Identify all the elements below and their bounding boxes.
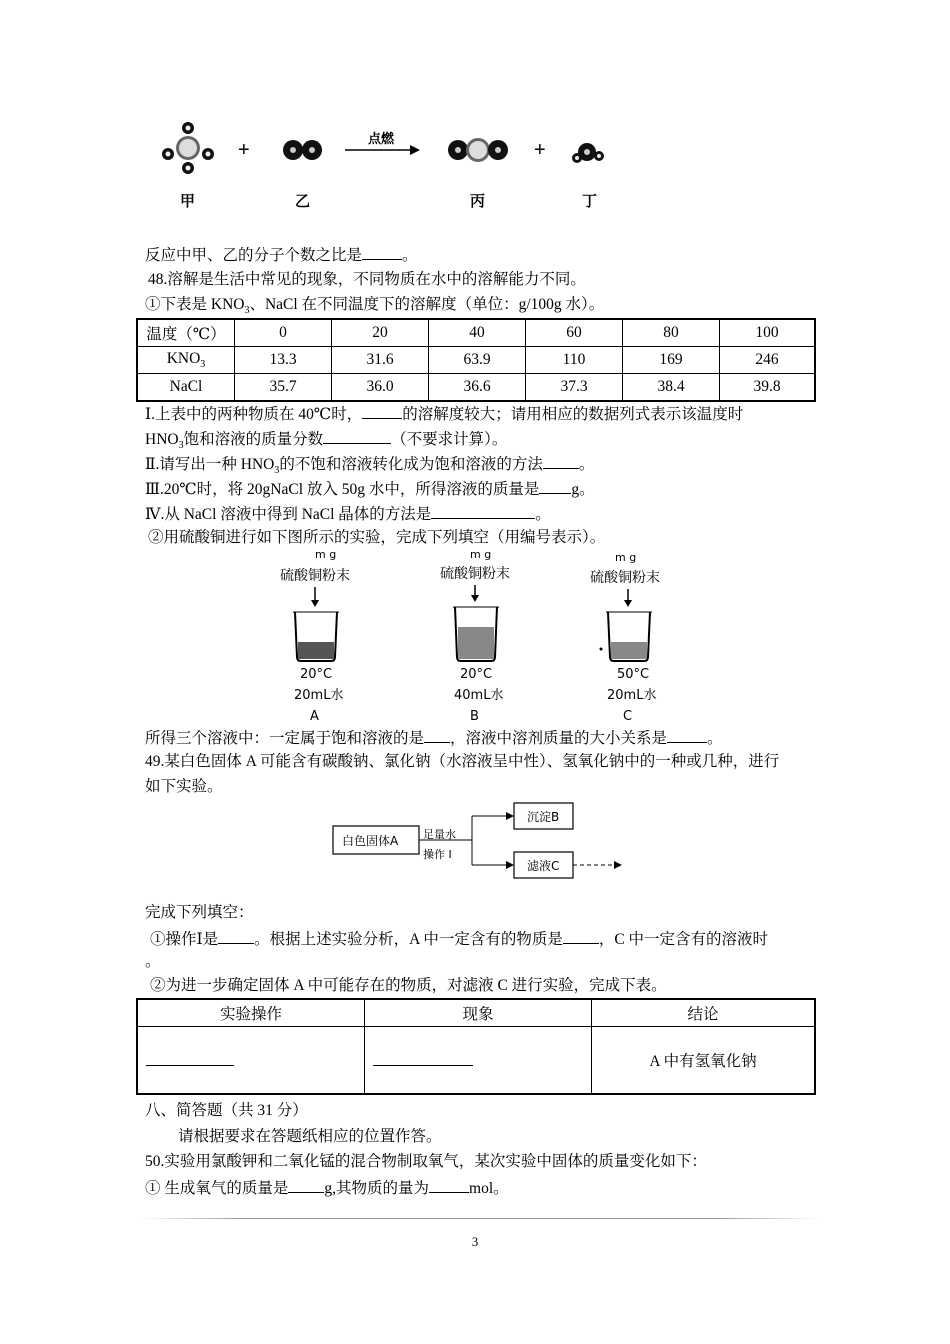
- q49-line1: 49.某白色固体 A 可能含有碳酸钠、氯化钠（水溶液呈中性）、氢氧化钠中的一种或几种，进行: [145, 753, 780, 770]
- q48-intro: 48.溶解是生活中常见的现象，不同物质在水中的溶解能力不同。: [148, 271, 586, 288]
- answer-blank[interactable]: [431, 502, 535, 519]
- table-row: A 中有氢氧化钠: [137, 1027, 815, 1095]
- q49-a4: 。: [145, 953, 161, 970]
- molecule-ding: [572, 143, 604, 163]
- label-bing: 丙: [470, 192, 486, 210]
- svg-text:m g: m g: [315, 548, 337, 561]
- svg-text:足量水: 足量水: [423, 828, 456, 841]
- table-row: NaCl 35.7 36.0 36.6 37.3 38.4 39.8: [137, 374, 815, 402]
- svg-text:硫酸铜粉末: 硫酸铜粉末: [440, 566, 510, 582]
- flow-chart: [330, 795, 640, 885]
- answer-blank[interactable]: [218, 927, 254, 944]
- beaker-c-group: [590, 551, 660, 724]
- answer-blank[interactable]: [288, 1176, 324, 1193]
- svg-text:20°C: 20°C: [300, 667, 333, 682]
- plus-sign: +: [534, 139, 546, 161]
- svg-text:沉淀B: 沉淀B: [527, 810, 560, 824]
- answer-blank[interactable]: [362, 243, 402, 260]
- svg-text:20mL水: 20mL水: [294, 688, 344, 703]
- label-yi: 乙: [295, 192, 311, 210]
- solubility-table: [136, 318, 816, 402]
- q48-i: Ⅰ.上表中的两种物质在 40℃时， 的溶解度较大；请用相应的数据列式表示该温度时: [145, 402, 743, 426]
- molecule-jia: [162, 122, 214, 174]
- experiment-table: [136, 998, 816, 1095]
- answer-blank[interactable]: [323, 427, 391, 444]
- svg-text:20°C: 20°C: [460, 667, 493, 682]
- table-row: $KNO_3$ 13.3 31.6 63.9 110 169 246: [137, 347, 815, 374]
- svg-text:滤液C: 滤液C: [527, 859, 560, 873]
- svg-text:B: B: [470, 709, 479, 724]
- q50-a: ① 生成氧气的质量是 g,其物质的量为 mol。: [145, 1176, 509, 1200]
- footer-divider: [140, 1218, 820, 1219]
- svg-text:硫酸铜粉末: 硫酸铜粉末: [590, 570, 660, 586]
- beaker-experiment: [270, 545, 690, 725]
- plus-sign: +: [238, 139, 250, 161]
- svg-text:白色固体A: 白色固体A: [342, 834, 399, 848]
- label-jia: 甲: [180, 192, 196, 210]
- svg-text:硫酸铜粉末: 硫酸铜粉末: [280, 568, 350, 584]
- svg-text:操作 I: 操作 I: [423, 848, 452, 861]
- svg-text:40mL水: 40mL水: [454, 688, 504, 703]
- section8-title: 八、简答题（共 31 分）: [145, 1102, 308, 1119]
- answer-blank[interactable]: [362, 402, 402, 419]
- section8-note: 请根据要求在答题纸相应的位置作答。: [178, 1128, 442, 1145]
- q48-sub1: ①下表是 $KNO_3$、NaCl 在不同温度下的溶解度（单位：g/100g 水）。: [145, 296, 605, 317]
- answer-blank[interactable]: [373, 1049, 473, 1066]
- svg-text:m g: m g: [470, 548, 492, 561]
- reaction-diagram: [150, 110, 630, 215]
- q49-fill: 完成下列填空：: [145, 904, 254, 921]
- q50-line1: 50.实验用氯酸钾和二氧化锰的混合物制取氧气，某次实验中固体的质量变化如下：: [145, 1153, 707, 1170]
- q49-a: ①操作Ⅰ是 。根据上述实验分析，A 中一定含有的物质是 ，C 中一定含有的溶液时: [150, 927, 768, 951]
- page-number: 3: [471, 1234, 479, 1249]
- answer-blank[interactable]: [429, 1176, 469, 1193]
- beaker-b-group: [440, 548, 510, 724]
- answer-blank[interactable]: [539, 477, 571, 494]
- molecule-yi: [283, 140, 322, 160]
- answer-blank[interactable]: [424, 726, 450, 743]
- q48-i2: $HNO_3$饱和溶液的质量分数 （不要求计算）。: [145, 427, 507, 457]
- answer-blank[interactable]: [146, 1049, 234, 1066]
- table-row: 温度（℃） 0 20 40 60 80 100: [137, 319, 815, 347]
- table-row: 实验操作 现象 结论: [137, 999, 815, 1027]
- q49-b: ②为进一步确定固体 A 中可能存在的物质，对滤液 C 进行实验，完成下表。: [150, 977, 667, 994]
- q48-iv: Ⅳ.从 NaCl 溶液中得到 NaCl 晶体的方法是 。: [145, 502, 551, 526]
- svg-text:C: C: [623, 709, 633, 724]
- svg-text:A: A: [310, 709, 319, 724]
- q49-line2: 如下实验。: [145, 778, 223, 795]
- svg-text:50°C: 50°C: [617, 667, 650, 682]
- answer-blank[interactable]: [563, 927, 599, 944]
- answer-blank[interactable]: [667, 726, 707, 743]
- answer-blank[interactable]: [543, 452, 579, 469]
- q48-sub2: ②用硫酸铜进行如下图所示的实验，完成下列填空（用编号表示）。: [148, 529, 606, 546]
- arrow-label: 点燃: [368, 132, 395, 147]
- molecule-bing: [448, 138, 508, 162]
- q47-line: 反应中甲、乙的分子个数之比是 。: [145, 243, 418, 267]
- label-ding: 丁: [582, 192, 598, 210]
- q48-result: 所得三个溶液中：一定属于饱和溶液的是 ，溶液中溶剂质量的大小关系是 。: [145, 726, 723, 750]
- beaker-a-group: [280, 548, 350, 724]
- svg-text:m g: m g: [615, 551, 637, 564]
- q48-iii: Ⅲ.20℃时，将 20gNaCl 放入 50g 水中，所得溶液的质量是 g。: [145, 477, 595, 501]
- svg-text:20mL水: 20mL水: [607, 688, 657, 703]
- q48-ii: Ⅱ.请写出一种 $HNO_3$的不饱和溶液转化成为饱和溶液的方法 。: [145, 452, 594, 482]
